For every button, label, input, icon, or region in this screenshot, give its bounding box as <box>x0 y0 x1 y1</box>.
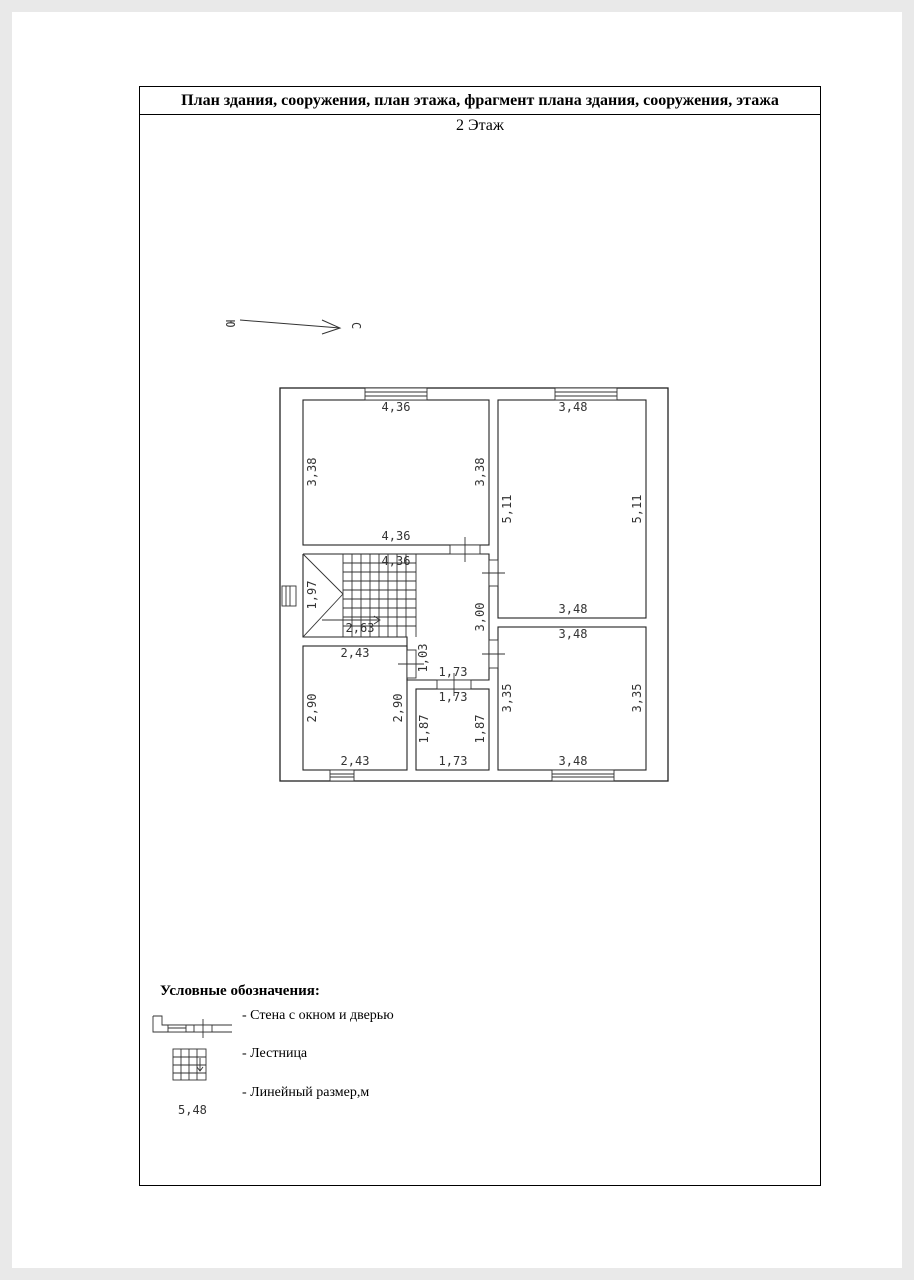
room-top-left <box>303 400 489 545</box>
dim-room-bc-bottom: 1,73 <box>438 754 468 768</box>
dim-room-br-right: 3,35 <box>630 683 644 713</box>
dim-room-br-top: 3,48 <box>558 627 588 641</box>
legend-wall-label: - Стена с окном и дверью <box>242 1008 394 1023</box>
compass-south-letter: Ю <box>223 320 237 328</box>
dim-room-bc-left: 1,87 <box>417 714 431 744</box>
dim-room-bl-right: 2,90 <box>391 693 405 723</box>
dim-room-bl-top: 2,43 <box>340 646 370 660</box>
legend-title: Условные обозначения: <box>160 983 320 999</box>
dim-room-bc-right: 1,87 <box>473 714 487 744</box>
entry-steps <box>282 586 296 606</box>
window-bottom-left <box>330 770 354 781</box>
dim-stair-top: 4,36 <box>381 554 411 568</box>
dim-room-br-bottom: 3,48 <box>558 754 588 768</box>
compass-north-letter: С <box>349 322 363 330</box>
legend-stair-label: - Лестница <box>242 1046 308 1061</box>
dim-room-bl-left: 2,90 <box>305 693 319 723</box>
dim-stair-bottom: 2,63 <box>345 621 375 635</box>
stair-legend-icon <box>173 1049 206 1080</box>
room-top-right <box>498 400 646 618</box>
floor-label: 2 Этаж <box>456 117 504 134</box>
dim-room-tr-top: 3,48 <box>558 400 588 414</box>
wall-window-door-legend-icon <box>153 1016 232 1038</box>
dim-room-bc-top: 1,73 <box>438 690 468 704</box>
dim-room-tl-left: 3,38 <box>305 457 319 487</box>
dim-room-bl-bottom: 2,43 <box>340 754 370 768</box>
dim-room-tl-top: 4,36 <box>381 400 411 414</box>
dim-room-tl-right: 3,38 <box>473 457 487 487</box>
dim-room-tl-bottom: 4,36 <box>381 529 411 543</box>
window-bottom-right <box>552 770 614 781</box>
legend-dimension-sample: 5,48 <box>178 1103 207 1117</box>
legend-dimension-label: - Линейный размер,м <box>242 1085 370 1100</box>
room-bottom-right <box>498 627 646 770</box>
dim-room-tr-right: 5,11 <box>630 494 644 524</box>
dim-room-br-left: 3,35 <box>500 683 514 713</box>
window-top-left <box>365 388 427 400</box>
dim-hall-bottom: 1,73 <box>438 665 468 679</box>
sheet-title: План здания, сооружения, план этажа, фрагмент плана здания, сооружения, этажа <box>140 87 820 115</box>
window-top-right <box>555 388 617 400</box>
dim-room-tr-bottom: 3,48 <box>558 602 588 616</box>
compass-arrow-icon <box>240 320 340 334</box>
dim-stair-left: 1,97 <box>305 580 319 610</box>
dim-hall-left: 1,03 <box>416 643 430 673</box>
dim-hall-right: 3,00 <box>473 602 487 632</box>
dim-room-tr-left: 5,11 <box>500 494 514 524</box>
